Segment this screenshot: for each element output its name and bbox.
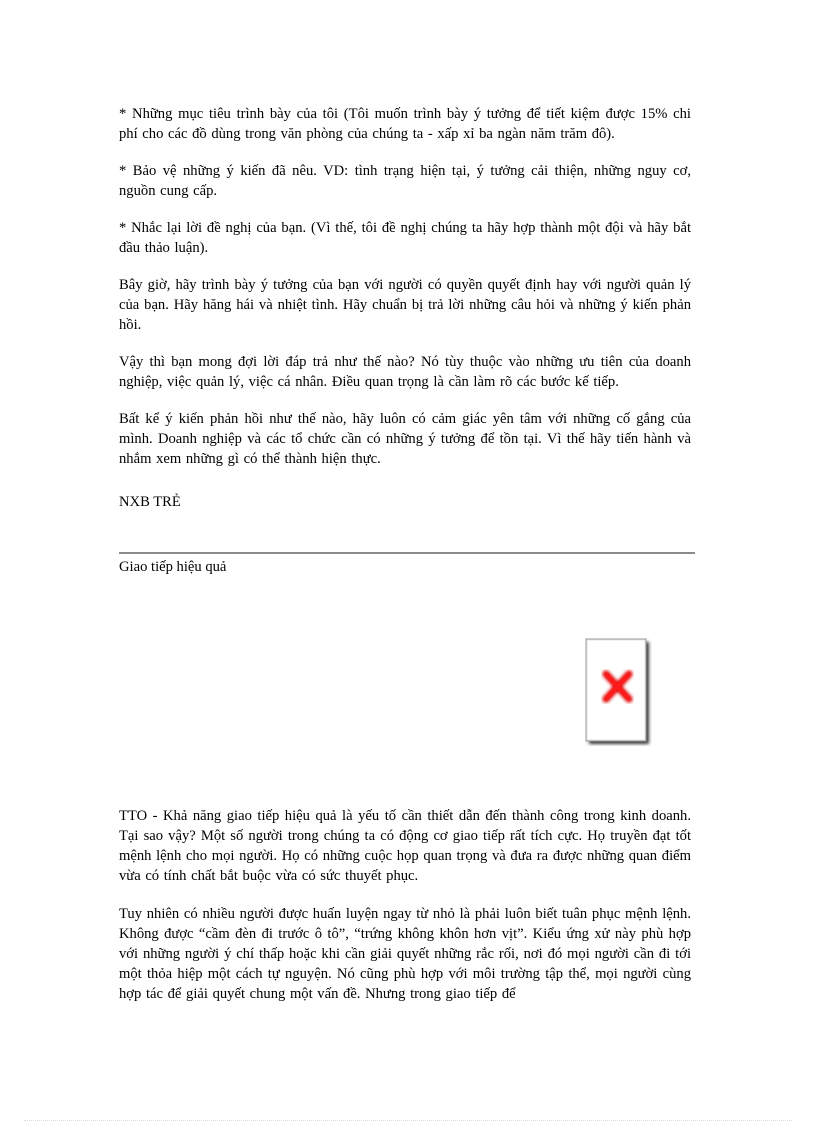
paragraph-obedience: Tuy nhiên có nhiều người được huấn luyện ngay từ nhỏ là phải luôn biết tuân phục mệnh lệnh. Không được “cầm đèn đi trước ô tô”, “trứng không khôn hơn vịt”. Kiểu ứng xử này phù hợp với những người ý chí thấp hoặc khi cần giải quyết những rắc rối, nơi đó mọi người cần đi tới một thỏa hiệp một cách tự nguyện. Nó cũng phù hợp với môi trường tập thể, mọi người cùng hợp tác để giải quyết chung một vấn đề. Nhưng trong giao tiếp để [119,906,691,1002]
source-publisher: NXB TRẺ [119,494,181,510]
paragraph-tto-intro: TTO - Khả năng giao tiếp hiệu quả là yếu tố cần thiết dẫn đến thành công trong kinh doanh. Tại sao vậy? Một số người trong chúng ta có động cơ giao tiếp rất tích cực. Họ truyền đạt tốt mệnh lệnh cho mọi người. Họ có những cuộc họp quan trọng và đưa ra được những quan điểm vừa có tính chất bắt buộc vừa có sức thuyết phục. [119,808,691,884]
paragraph-expected-response: Vậy thì bạn mong đợi lời đáp trả như thế nào? Nó tùy thuộc vào những ưu tiên của doanh nghiệp, việc quản lý, việc cá nhân. Điều quan trọng là cần làm rõ các bước kế tiếp. [119,354,691,390]
section-divider [119,552,695,554]
section-title: Giao tiếp hiệu quả [119,559,227,575]
document-body-bottom [119,806,691,1022]
broken-image-icon [584,636,652,746]
paragraph-goals: * Những mục tiêu trình bày của tôi (Tôi muốn trình bày ý tưởng để tiết kiệm được 15% chi phí cho các đồ dùng trong văn phòng của chúng ta - xấp xỉ ba ngàn năm trăm đô). [119,106,691,142]
page-bottom-edge [24,1120,792,1121]
paragraph-present-idea: Bây giờ, hãy trình bày ý tưởng của bạn với người có quyền quyết định hay với người quản lý của bạn. Hãy hăng hái và nhiệt tình. Hãy chuẩn bị trả lời những câu hỏi và những ý kiến phản hồi. [119,277,691,333]
document-body-top [119,104,691,512]
paragraph-defend-ideas: * Bảo vệ những ý kiến đã nêu. VD: tình trạng hiện tại, ý tưởng cải thiện, những nguy cơ, nguồn cung cấp. [119,163,691,199]
paragraph-feedback: Bất kể ý kiến phản hồi như thế nào, hãy luôn có cảm giác yên tâm với những cố gắng của mình. Doanh nghiệp và các tổ chức cần có những ý tưởng để tồn tại. Vì thế hãy tiến hành và nhắm xem những gì có thể thành hiện thực. [119,411,691,467]
paragraph-repeat-proposal: * Nhắc lại lời đề nghị của bạn. (Vì thế, tôi đề nghị chúng ta hãy hợp thành một đội và hãy bắt đầu thảo luận). [119,220,691,256]
